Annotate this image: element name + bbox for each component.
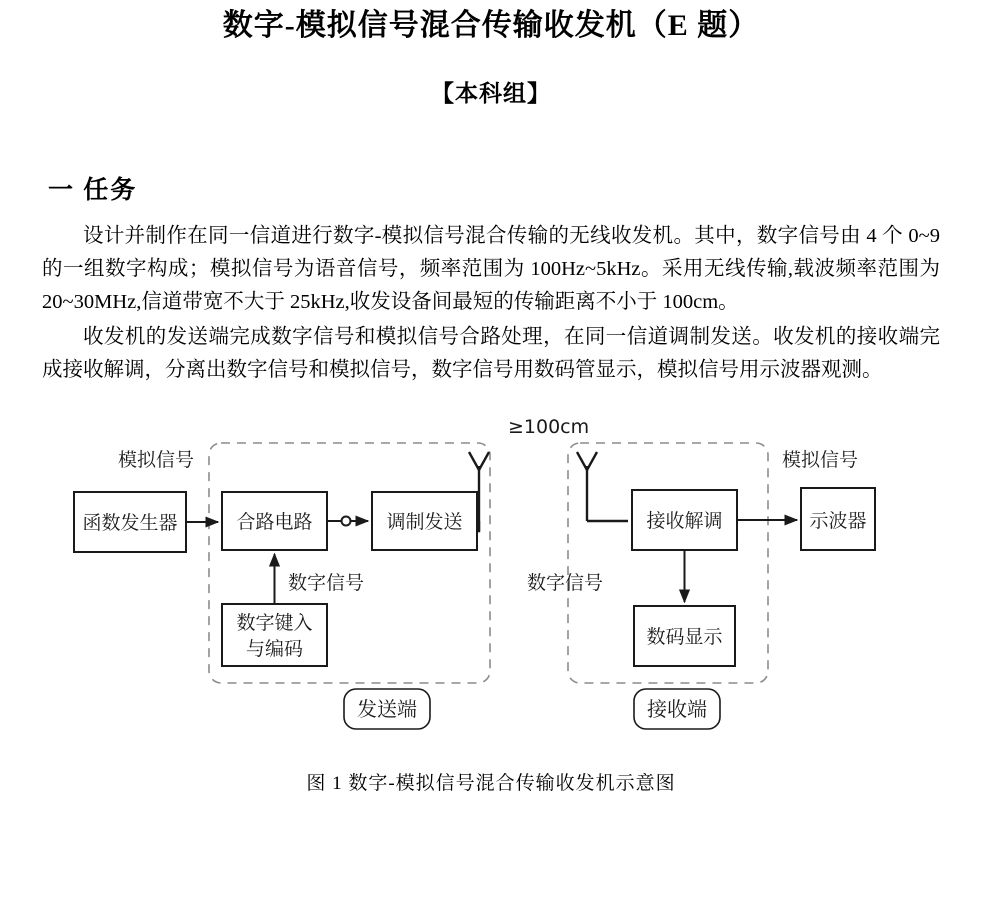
transmitter-analog-signal-label: 模拟信号 xyxy=(118,448,195,471)
page-subtitle: 【本科组】 xyxy=(431,80,551,106)
block-digital-keyin-encode-label-line1: 数字键入 xyxy=(236,611,313,634)
block-function-generator-label: 函数发生器 xyxy=(82,511,178,534)
task-paragraph-2: 收发机的发送端完成数字信号和模拟信号合路处理，在同一信道调制发送。收发机的接收端完成接收解调，分离出数字信号和模拟信号，数字信号用数码管显示，模拟信号用示波器观测。 xyxy=(42,326,940,382)
receiver-analog-signal-label: 模拟信号 xyxy=(782,448,859,471)
receiver-digital-signal-label: 数字信号 xyxy=(526,571,603,594)
section-heading-task: 一 任务 xyxy=(48,176,138,204)
transmitter-group-label: 发送端 xyxy=(357,696,417,721)
block-diagram-svg xyxy=(0,414,982,744)
task-paragraph-1: 设计并制作在同一信道进行数字-模拟信号混合传输的无线收发机。其中，数字信号由 4 个 0~9 的一组数字构成；模拟信号为语音信号，频率范围为 100Hz~5kHz。采用无线传输,载波频率范围为 20~30MHz,信道带宽不大于 25kHz,收发设备间最短的传输距离不小于 100cm。 xyxy=(42,224,940,313)
block-modulate-transmit-label: 调制发送 xyxy=(386,510,463,533)
block-digital-display-label: 数码显示 xyxy=(646,625,723,648)
document-page xyxy=(0,6,982,916)
block-combiner-circuit-label: 合路电路 xyxy=(236,510,313,533)
page-title: 数字-模拟信号混合传输收发机（E 题） xyxy=(222,9,760,42)
junction-node-icon xyxy=(342,516,351,525)
block-receive-demodulate-label: 接收解调 xyxy=(646,509,723,532)
distance-label: ≥100cm xyxy=(508,415,590,438)
block-digital-keyin-encode-label-line2: 与编码 xyxy=(245,637,304,660)
transmitter-digital-signal-label: 数字信号 xyxy=(288,571,365,594)
block-oscilloscope-label: 示波器 xyxy=(809,509,867,532)
figure-block-diagram xyxy=(0,414,982,754)
figure-caption: 图 1 数字-模拟信号混合传输收发机示意图 xyxy=(306,772,676,794)
receiver-group-label: 接收端 xyxy=(647,696,707,721)
